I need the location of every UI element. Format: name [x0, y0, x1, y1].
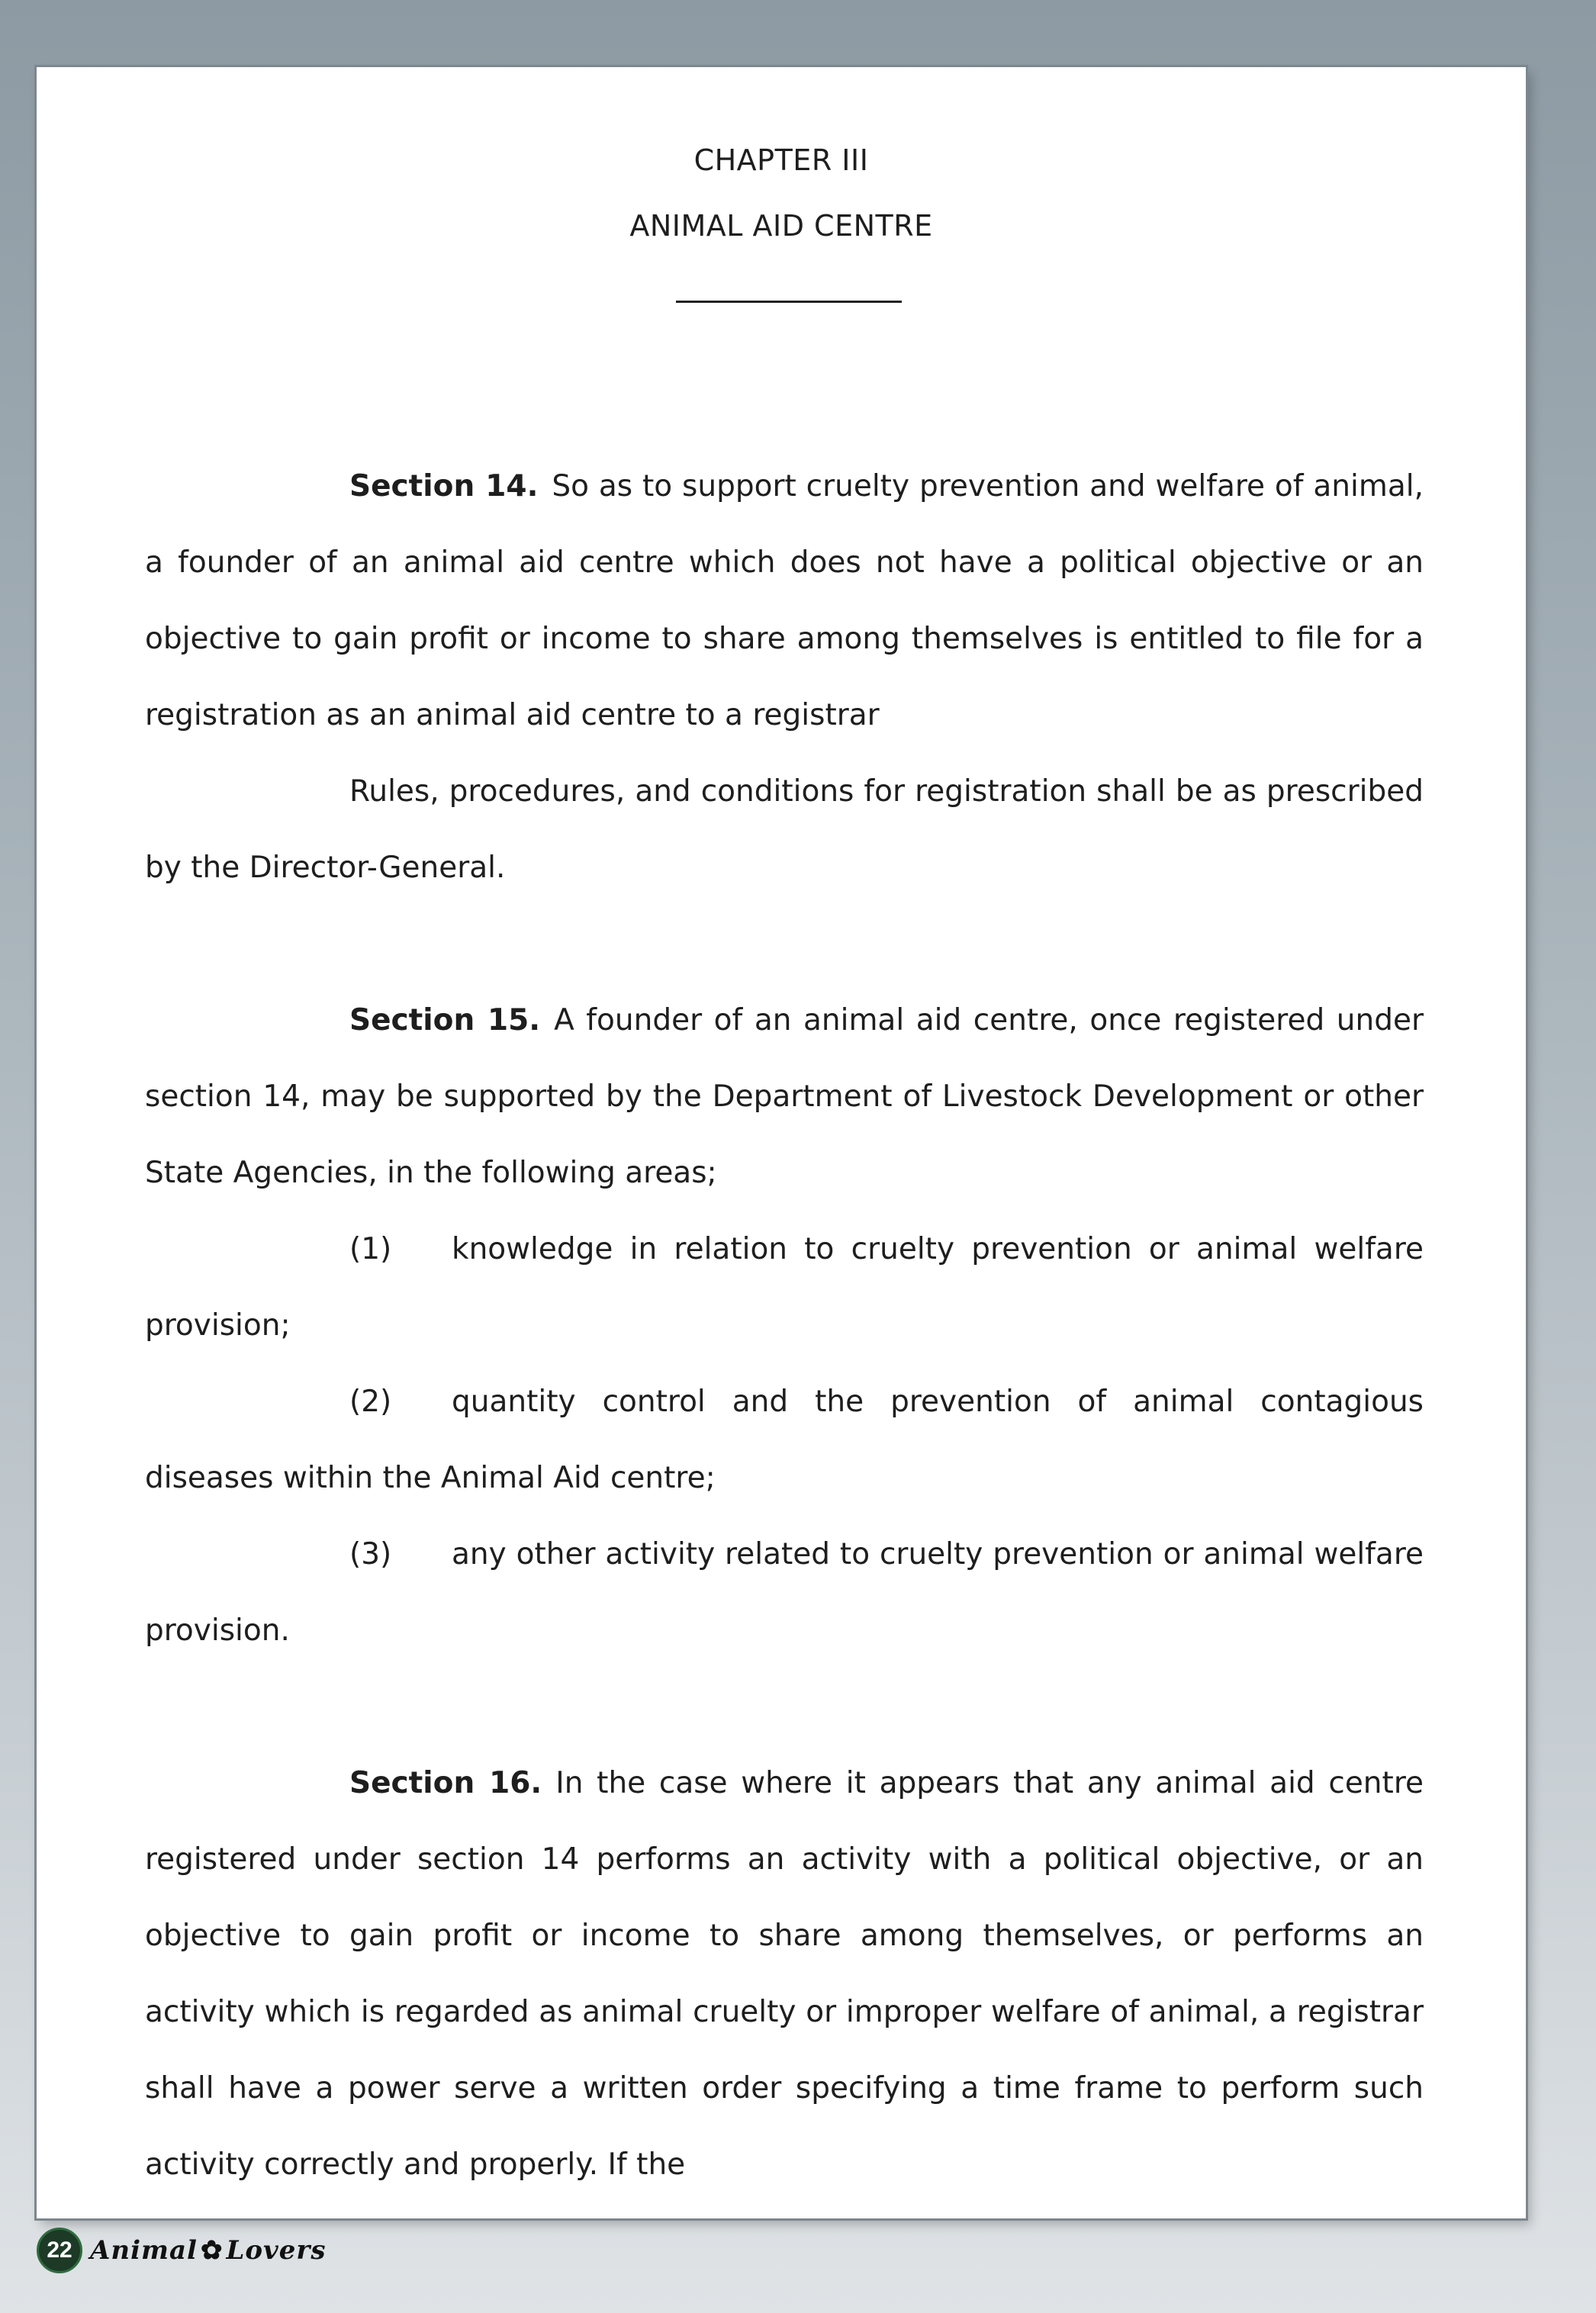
chapter-title: ANIMAL AID CENTRE — [629, 209, 933, 243]
section-14-paragraph — [145, 449, 1424, 754]
section-15-paragraph — [145, 983, 1424, 1211]
item-number: (2) — [349, 1385, 392, 1419]
section-15-item-2 — [145, 1364, 1424, 1517]
chapter-number: CHAPTER III — [693, 143, 869, 177]
page-number-badge: 22 — [37, 2228, 82, 2273]
document-body — [145, 449, 1424, 2203]
brand-right-text: Lovers — [226, 2235, 327, 2266]
section-15-label: Section 15. — [349, 1003, 541, 1037]
section-15-item-3 — [145, 1517, 1424, 1669]
item-text: knowledge in relation to cruelty prevention or animal welfare provision; — [145, 1232, 1424, 1343]
section-16-paragraph — [145, 1745, 1424, 2203]
section-14-text: So as to support cruelty prevention and welfare of animal, a founder of an animal aid centre which does not have a political objective or an objective to gain profit or income to share among themselves is entitled to file for a registration as an animal aid centre to a registrar — [145, 469, 1424, 732]
page-footer — [37, 2228, 326, 2273]
item-number: (3) — [349, 1537, 392, 1571]
section-14-label: Section 14. — [349, 469, 539, 503]
document-page — [37, 67, 1526, 2218]
paw-icon: ✿ — [200, 2235, 224, 2266]
section-15-item-1 — [145, 1211, 1424, 1364]
item-number: (1) — [349, 1232, 392, 1266]
brand-left-text: Animal — [90, 2235, 198, 2266]
item-text: any other activity related to cruelty prevention or animal welfare provision. — [145, 1537, 1424, 1648]
section-spacer — [145, 906, 1424, 983]
section-16-label: Section 16. — [349, 1766, 542, 1800]
brand-logo — [90, 2235, 326, 2266]
section-spacer — [145, 1669, 1424, 1745]
title-divider — [676, 301, 902, 303]
item-text: quantity control and the prevention of animal contagious diseases within the Animal Aid centre; — [145, 1385, 1424, 1495]
section-15-text: A founder of an animal aid centre, once registered under section 14, may be supported by the Department of Livestock Development or other State Agencies, in the following areas; — [145, 1003, 1424, 1190]
section-16-text: In the case where it appears that any animal aid centre registered under section 14 performs an activity with a political objective, or an objective to gain profit or income to share among themselves, or performs an activity which is regarded as animal cruelty or improper welfare of animal, a registrar shall have a power serve a written order specifying a time frame to perform such activity correctly and properly. If the — [145, 1766, 1424, 2182]
section-14-rules-paragraph: Rules, procedures, and conditions for registration shall be as prescribed by the Director-General. — [145, 774, 1424, 885]
